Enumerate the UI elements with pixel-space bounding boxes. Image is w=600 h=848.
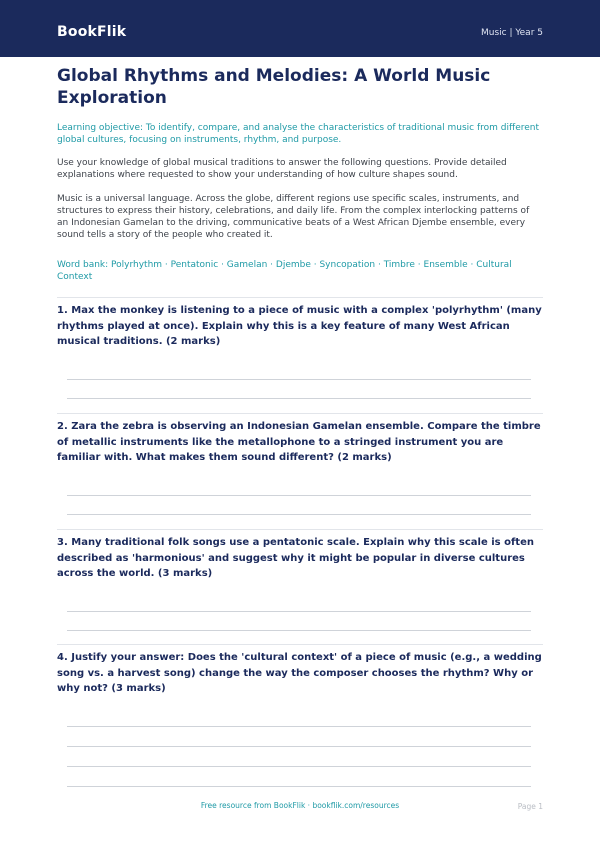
answer-line[interactable] [67, 726, 531, 727]
answer-line[interactable] [67, 379, 531, 380]
answer-line[interactable] [67, 786, 531, 787]
page-title: Global Rhythms and Melodies: A World Music Exploration [57, 66, 491, 108]
answer-line[interactable] [67, 766, 531, 767]
word-bank: Word bank: Polyrhythm · Pentatonic · Gamelan · Djembe · Syncopation · Timbre · Ensemble · Cultural Context [57, 260, 512, 282]
instructions-paragraph: Use your knowledge of global musical traditions to answer the following questions. Provide detailed explanations where requested to show your understanding of how culture shapes sound. [57, 158, 507, 180]
brand-logo[interactable]: BookFlik [57, 24, 127, 40]
section-divider [57, 413, 543, 414]
question-2: 2. Zara the zebra is observing an Indonesian Gamelan ensemble. Compare the timbre of metallic instruments like the metallophone to a stringed instrument you are familiar with. What makes them sound different? (2 marks) [57, 421, 541, 463]
section-divider [57, 297, 543, 298]
header-bar [0, 0, 600, 57]
question-1: 1. Max the monkey is listening to a piece of music with a complex 'polyrhythm' (many rhythms played at once). Explain why this is a key feature of many West African musical traditions. (2 marks) [57, 305, 542, 347]
page-number: Page 1 [517, 802, 543, 811]
answer-line[interactable] [67, 611, 531, 612]
subject-label: Music | Year 5 [480, 28, 543, 38]
answer-line[interactable] [67, 746, 531, 747]
answer-line[interactable] [67, 630, 531, 631]
learning-objective: Learning objective: To identify, compare, and analyse the characteristics of traditional music from different global cultures, focusing on instruments, rhythm, and purpose. [57, 123, 540, 145]
question-4: 4. Justify your answer: Does the 'cultural context' of a piece of music (e.g., a wedding song vs. a harvest song) change the way the composer chooses the rhythm? Why or why not? (3 marks) [57, 652, 542, 694]
question-3: 3. Many traditional folk songs use a pentatonic scale. Explain why this scale is often described as 'harmonious' and suggest why it might be popular in diverse cultures across the world. (3 marks) [57, 537, 534, 579]
footer-text[interactable]: Free resource from BookFlik · bookflik.com/resources [200, 801, 400, 810]
answer-line[interactable] [67, 398, 531, 399]
section-divider [57, 644, 543, 645]
answer-line[interactable] [67, 495, 531, 496]
intro-paragraph: Music is a universal language. Across the globe, different regions use specific scales, instruments, and structures to express their history, celebrations, and daily life. From the complex interlocking patterns of an Indonesian Gamelan to the driving, communicative beats of a West African Djembe ensemble, every sound tells a story of the people who created it. [57, 194, 530, 240]
section-divider [57, 529, 543, 530]
answer-line[interactable] [67, 514, 531, 515]
